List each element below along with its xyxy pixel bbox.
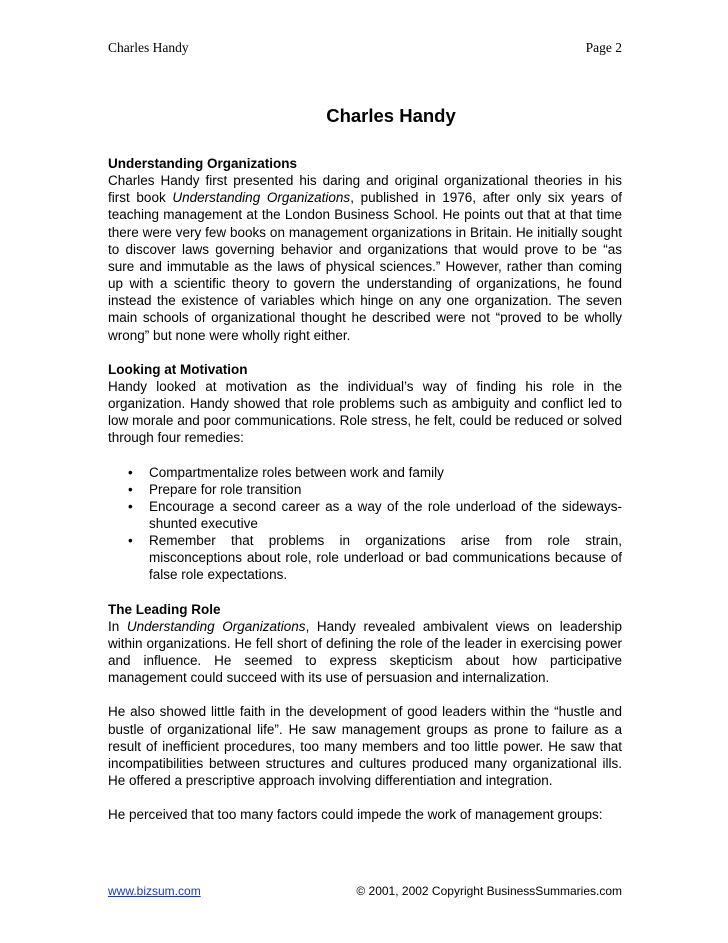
remedies-list bbox=[108, 464, 622, 584]
paragraph-understanding: Charles Handy first presented his daring and original organizational theories in his first book Understanding Organizations, published in 1976, after only six years of teaching management at the London Business School. He points out that at that time there were very few books on management organizations in Britain. He initially sought to discover laws governing behavior and organizations that would prove to be “as sure and immutable as the laws of physical sciences.” However, rather than coming up with a scientific theory to govern the understanding of organizations, he found instead the existence of variables which hinge on any one organization. The seven main schools of organizational thought he described were not “proved to be wholly wrong” but none were wholly right either. bbox=[108, 173, 623, 343]
paragraph-motivation: Handy looked at motivation as the individual’s way of finding his role in the organization. Handy showed that role problems such as ambiguity and conflict led to low morale and poor communications. Role stress, he felt, could be reduced or solved through four remedies: bbox=[108, 378, 622, 446]
document-title: Charles Handy bbox=[326, 105, 456, 126]
page-footer bbox=[108, 884, 622, 898]
header-title: Charles Handy bbox=[108, 40, 189, 55]
document-body bbox=[108, 155, 622, 823]
bullet-icon: • bbox=[128, 481, 133, 497]
paragraph-leading-2: He also showed little faith in the development of good leaders within the “hustle and bustle of organizational life”. He saw management groups as prone to failure as a result of inefficient procedures, too many members and too little power. He saw that incompatibilities between structures and cultures produced many organizational ills. He offered a prescriptive approach involving differentiation and integration. bbox=[108, 704, 622, 788]
copyright-notice: © 2001, 2002 Copyright BusinessSummaries.com bbox=[356, 884, 622, 898]
list-item: • Remember that problems in organizations arise from role strain, misconceptions about role, role underload or bad communications because of false role expectations. bbox=[128, 533, 622, 583]
page-number: Page 2 bbox=[585, 40, 622, 55]
list-item: • Encourage a second career as a way of the role underload of the sideways-shunted executive bbox=[128, 498, 622, 531]
list-item: • Prepare for role transition bbox=[128, 481, 302, 497]
paragraph-leading-3: He perceived that too many factors could impede the work of management groups: bbox=[108, 807, 603, 823]
bullet-icon: • bbox=[128, 498, 133, 514]
bullet-icon: • bbox=[128, 464, 133, 480]
section-heading-leading: The Leading Role bbox=[108, 601, 221, 617]
section-heading-understanding: Understanding Organizations bbox=[108, 156, 298, 171]
website-link[interactable]: www.bizsum.com bbox=[108, 884, 201, 898]
list-item: • Compartmentalize roles between work and family bbox=[128, 464, 444, 480]
section-heading-motivation: Looking at Motivation bbox=[108, 361, 248, 377]
paragraph-leading-1: In Understanding Organizations, Handy revealed ambivalent views on leadership within organizations. He fell short of defining the role of the leader in exercising power and influence. He seemed to express skepticism about how participative management could succeed with its use of persuasion and internalization. bbox=[108, 618, 623, 686]
bullet-icon: • bbox=[128, 533, 133, 549]
